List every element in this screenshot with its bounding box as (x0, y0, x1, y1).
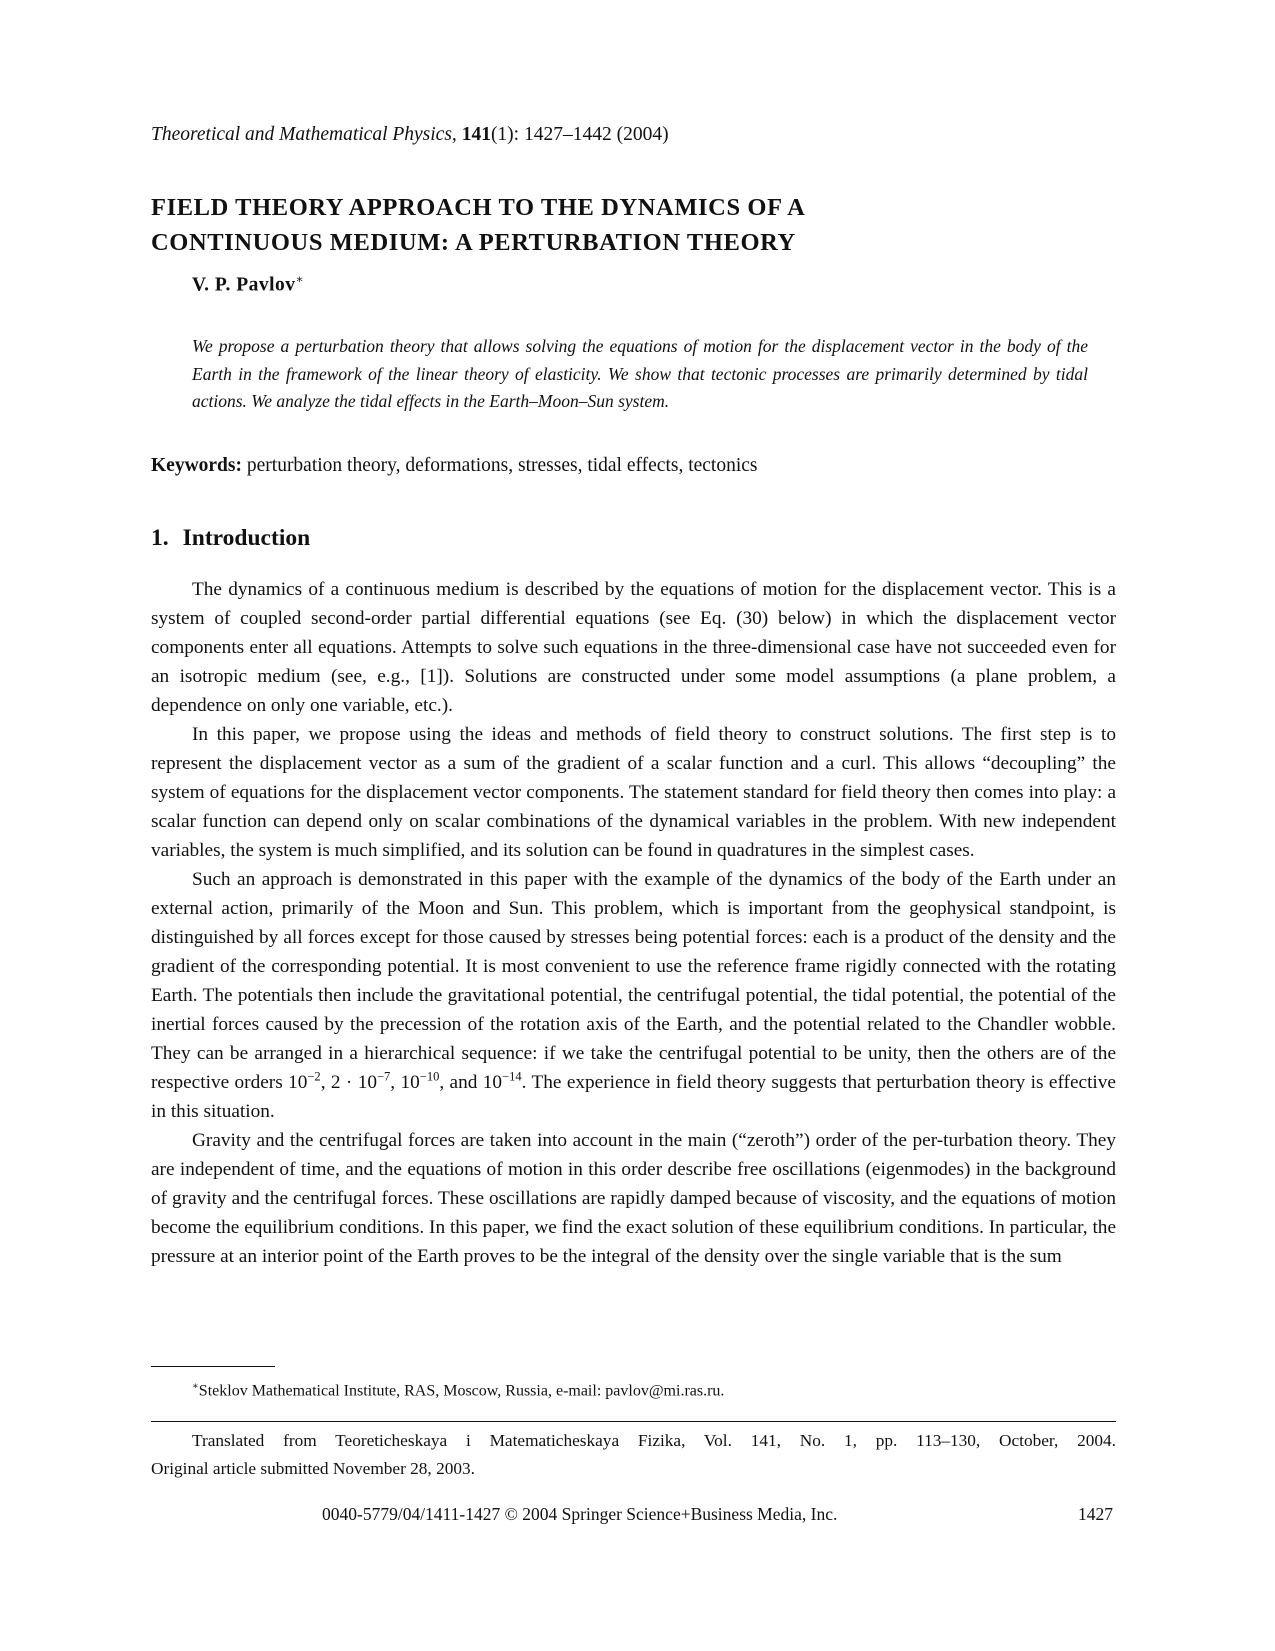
order-4-exponent: −14 (502, 1069, 522, 1084)
order-3: , 10 (390, 1072, 420, 1093)
paper-title (151, 190, 1131, 260)
copyright-line: 0040-5779/04/1411-1427 © 2004 Springer Science+Business Media, Inc. (322, 1504, 838, 1524)
footnote-divider (151, 1366, 275, 1367)
footnote (192, 1381, 724, 1400)
keywords-label: Keywords: (151, 455, 242, 476)
order-4: , and 10 (439, 1072, 503, 1093)
paper-title-line-1: FIELD THEORY APPROACH TO THE DYNAMICS OF A (151, 194, 806, 221)
page-number: 1427 (1078, 1504, 1113, 1524)
footnote-mark: ∗ (192, 1381, 199, 1392)
paragraph-4: Gravity and the centrifugal forces are taken into account in the main (“zeroth”) order of the per-turbation theory. They are independent of time, and the equations of motion in this order describe free oscillations (eigenmodes) in the background of gravity and the centrifugal forces. These oscillations are rapidly damped because of viscosity, and the equations of motion become the equilibrium conditions. In this paper, we find the exact solution of these equilibrium conditions. In particular, the pressure at an interior point of the Earth proves to be the integral of the density over the single variable that is the sum (151, 1130, 1116, 1267)
translation-divider (151, 1421, 1116, 1422)
journal-name: Theoretical and Mathematical Physics, (151, 124, 457, 145)
paragraph-3-text-b: . The experience in field theory suggests that perturbation theory is effective in this situation. (151, 1072, 1116, 1122)
section-heading (151, 525, 310, 552)
order-1-exponent: −2 (307, 1069, 321, 1084)
footnote-text: Steklov Mathematical Institute, RAS, Moscow, Russia, e-mail: pavlov@mi.ras.ru. (198, 1382, 725, 1400)
paragraph-3 (151, 865, 1116, 1126)
section-body (151, 575, 1116, 1271)
translation-note (151, 1427, 1116, 1482)
translation-note-line-2: Original article submitted November 28, 2003. (151, 1458, 475, 1478)
order-2-exponent: −7 (376, 1069, 391, 1084)
author-name: V. P. Pavlov (192, 274, 296, 296)
order-2: , 2 · 10 (320, 1072, 377, 1093)
section-title: Introduction (182, 525, 311, 551)
keywords (151, 455, 758, 477)
paragraph-1: The dynamics of a continuous medium is described by the equations of motion for the displacement vector. This is a system of coupled second-order partial differential equations (see Eq. (30) below) in which the displacement vector components enter all equations. Attempts to solve such equations in the three-dimensional case have not succeeded even for an isotropic medium (see, e.g., [1]). Solutions are constructed under some model assumptions (a plane problem, a dependence on only one variable, etc.). (151, 579, 1116, 716)
order-3-exponent: −10 (419, 1069, 440, 1084)
journal-volume: 141 (461, 124, 491, 145)
author (192, 272, 304, 297)
paragraph-2: In this paper, we propose using the ideas and methods of field theory to construct solutions. The first step is to represent the displacement vector as a sum of the gradient of a scalar function and a curl. This allows “decoupling” the system of equations for the displacement vector components. The statement standard for field theory then comes into play: a scalar function can depend only on scalar combinations of the dynamical variables in the problem. With new independent variables, the system is much simplified, and its solution can be found in quadratures in the simplest cases. (151, 724, 1116, 861)
paragraph-3-text-a: Such an approach is demonstrated in this paper with the example of the dynamics of the body of the Earth under an external action, primarily of the Moon and Sun. This problem, which is important from the geophysical standpoint, is distinguished by all forces except for those caused by stresses being potential forces: each is a product of the density and the gradient of the corresponding potential. It is most convenient to use the reference frame rigidly connected with the rotating Earth. The potentials then include the gravitational potential, the centrifugal potential, the tidal potential, the potential of the inertial forces caused by the precession of the rotation axis of the Earth, and the potential related to the Chandler wobble. They can be arranged in a hierarchical sequence: if we take the centrifugal potential to be unity, then the others are of the respective orders (151, 869, 1116, 1093)
abstract: We propose a perturbation theory that allows solving the equations of motion for the displacement vector in the body of the Earth in the framework of the linear theory of elasticity. We show that tectonic processes are primarily determined by tidal actions. We analyze the tidal effects in the Earth–Moon–Sun system. (192, 336, 1088, 411)
section-number: 1. (151, 525, 169, 551)
translation-note-line-1: Translated from Teoreticheskaya i Matematicheskaya Fizika, Vol. 141, No. 1, pp. 113–130, October, 2004. (192, 1431, 1116, 1450)
order-1: 10 (288, 1072, 308, 1093)
paper-title-line-2: CONTINUOUS MEDIUM: A PERTURBATION THEORY (151, 229, 796, 256)
author-footnote-mark: ∗ (295, 272, 305, 286)
journal-reference (151, 124, 669, 146)
keywords-text: perturbation theory, deformations, stresses, tidal effects, tectonics (246, 455, 758, 476)
journal-issue-pages-year: (1): 1427–1442 (2004) (490, 124, 669, 145)
